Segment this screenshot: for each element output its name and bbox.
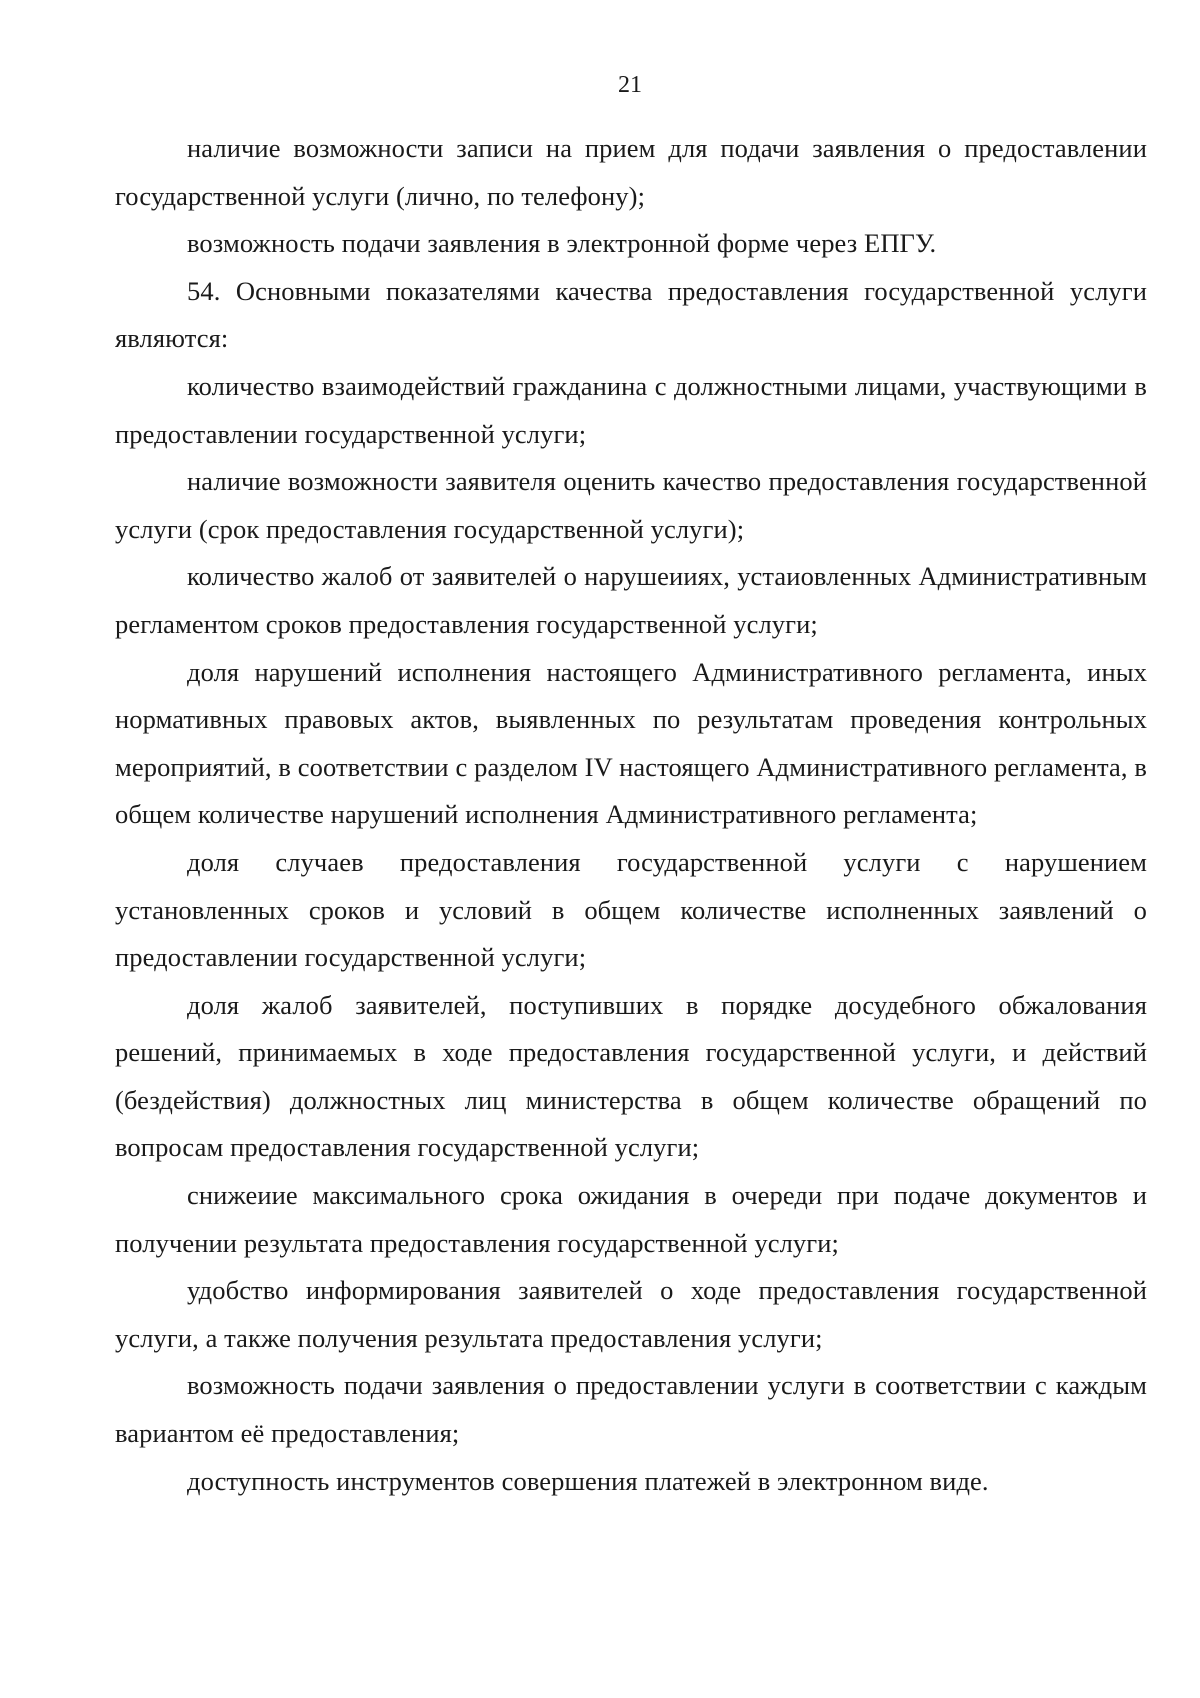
page-number: 21 (618, 72, 642, 98)
paragraph: наличие возможности записи на прием для подачи заявления о предоставлении государственной услуги (лично, по телефону); (115, 133, 1147, 211)
document-body (115, 125, 1147, 1505)
paragraph: доля жалоб заявителей, поступивших в порядке досудебного обжалования решений, принимаемых в ходе предоставления государственной услуги, и действий (бездействия) должностных лиц министерства в общем количестве обращений по вопросам предоставления государственной услуги; (115, 989, 1147, 1163)
paragraph: количество взаимодействий гражданина с должностными лицами, участвующими в предоставлении государственной услуги; (115, 370, 1147, 449)
paragraph: доступность инструментов совершения платежей в электронном виде. (187, 1465, 989, 1496)
paragraph: возможность подачи заявления о предоставлении услуги в соответствии с каждым вариантом её предоставления; (115, 1370, 1147, 1449)
paragraph: количество жалоб от заявителей о нарушеииях, устаиовленных Административным регламентом сроков предоставления государственной услуги; (115, 561, 1147, 639)
paragraph: доля нарушений исполнения настоящего Административного регламента, иных нормативных правовых актов, выявленных по результатам проведения контрольных мероприятий, в соответствии с разделом IV настоящего Административного регламента, в общем количестве нарушений исполнения Административного регламента; (115, 656, 1147, 830)
paragraph: снижеиие максимального срока ожидания в очереди при подаче документов и получении результата предоставления государственной услуги; (115, 1180, 1147, 1258)
paragraph: наличие возможности заявителя оценить качество предоставления государственной услуги (срок предоставления государственной услуги); (115, 466, 1147, 544)
paragraph: возможность подачи заявления в электронной форме через ЕПГУ. (187, 228, 937, 259)
paragraph: удобство информирования заявителей о ходе предоставления государственной услуги, а также получения результата предоставления услуги; (115, 1275, 1147, 1353)
paragraph: 54. Основными показателями качества предоставления государственной услуги являются: (115, 275, 1147, 354)
paragraph: доля случаев предоставления государственной услуги с нарушением установленных сроков и условий в общем количестве исполненных заявлений о предоставлении государственной услуги; (115, 846, 1147, 973)
